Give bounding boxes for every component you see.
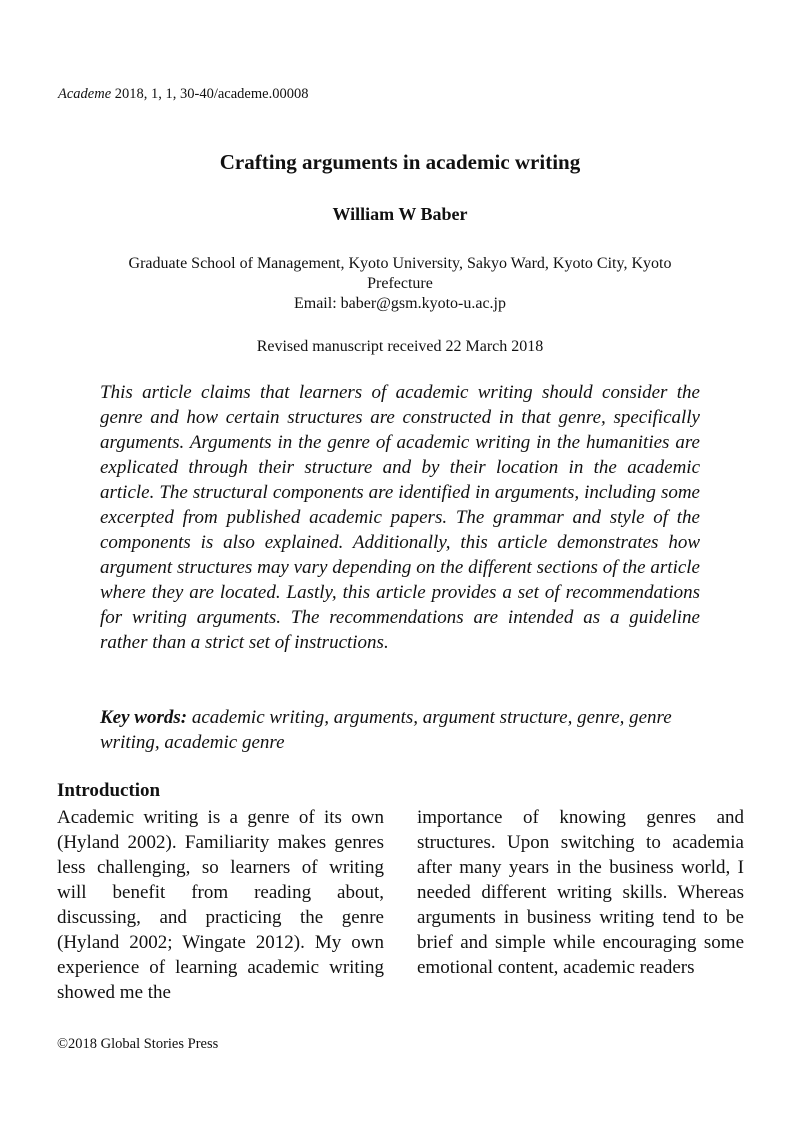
keywords-label: Key words:	[100, 707, 188, 728]
journal-name: Academe	[58, 86, 112, 102]
citation-details: 2018, 1, 1, 30-40/academe.00008	[111, 86, 309, 102]
affiliation-line-1: Graduate School of Management, Kyoto University, Sakyo Ward, Kyoto City, Kyoto	[128, 255, 672, 272]
journal-citation	[58, 86, 308, 103]
article-title: Crafting arguments in academic writing	[219, 150, 581, 174]
section-heading-introduction: Introduction	[57, 780, 161, 801]
author-name: William W Baber	[332, 204, 468, 224]
keywords	[100, 705, 700, 755]
abstract: This article claims that learners of academic writing should consider the genre and how certain structures are constructed in that genre, specifically arguments. Arguments in the genre of academic writing in the humanities are explicated through their structure and by their location in the academic article. The structural components are identified in arguments, including some excerpted from published academic papers. The grammar and style of the components is also explained. Additionally, this article demonstrates how argument structures may vary depending on the different sections of the article where they are located. Lastly, this article provides a set of recommendations for writing arguments. The recommendations are intended as a guideline rather than a strict set of instructions.	[100, 382, 700, 653]
affiliation-line-2: Prefecture	[367, 275, 433, 292]
author-email: Email: baber@gsm.kyoto-u.ac.jp	[293, 295, 506, 312]
revision-date: Revised manuscript received 22 March 2018	[256, 338, 544, 355]
keywords-list: academic writing, arguments, argument structure, genre, genre writing, academic genre	[100, 707, 672, 753]
author-affiliation	[80, 254, 720, 314]
copyright-footer: ©2018 Global Stories Press	[57, 1036, 219, 1052]
body-column-right: importance of knowing genres and structures. Upon switching to academia after many years in the business world, I needed different writing skills. Whereas arguments in business writing tend to be brief and simple while encouraging some emotional content, academic readers	[417, 807, 744, 978]
body-column-left: Academic writing is a genre of its own (Hyland 2002). Familiarity makes genres less challenging, so learners of writing will benefit from reading about, discussing, and practicing the genre (Hyland 2002; Wingate 2012). My own experience of learning academic writing showed me the	[57, 807, 384, 1003]
